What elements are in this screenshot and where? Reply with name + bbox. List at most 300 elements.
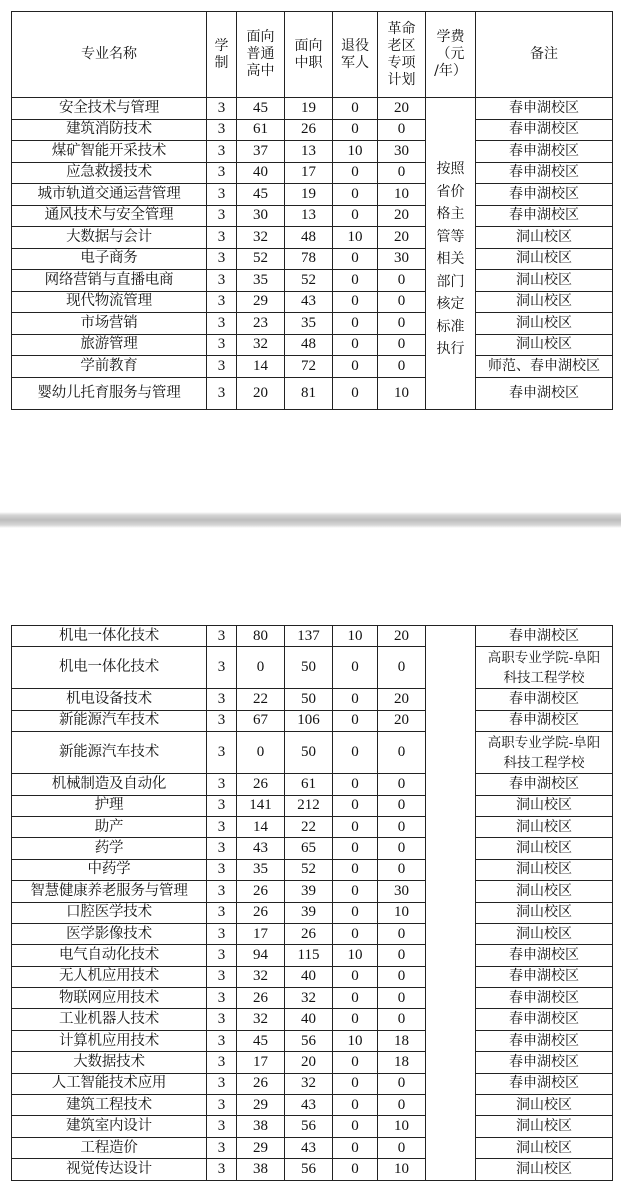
- campus-note: 洞山校区: [476, 291, 613, 313]
- vocational-cell: 32: [285, 988, 333, 1009]
- revolution-cell: 0: [378, 1073, 426, 1094]
- years-cell: 3: [207, 923, 237, 944]
- major-name: 护理: [12, 795, 207, 816]
- years-cell: 3: [207, 710, 237, 731]
- campus-note: 洞山校区: [476, 795, 613, 816]
- revolution-cell: 0: [378, 1095, 426, 1116]
- vocational-cell: 212: [285, 795, 333, 816]
- veterans-cell: 10: [333, 945, 378, 966]
- revolution-cell: 0: [378, 859, 426, 880]
- veterans-cell: 0: [333, 1073, 378, 1094]
- major-name: 学前教育: [12, 356, 207, 378]
- major-name: 婴幼儿托育服务与管理: [12, 378, 207, 410]
- veterans-cell: 0: [333, 119, 378, 141]
- major-name: 煤矿智能开采技术: [12, 141, 207, 163]
- campus-note: 春申湖校区: [476, 98, 613, 120]
- revolution-cell: 0: [378, 966, 426, 987]
- major-name: 工业机器人技术: [12, 1009, 207, 1030]
- years-cell: 3: [207, 795, 237, 816]
- campus-note: 春申湖校区: [476, 119, 613, 141]
- veterans-cell: 0: [333, 98, 378, 120]
- veterans-cell: 0: [333, 774, 378, 795]
- campus-note: 洞山校区: [476, 227, 613, 249]
- revolution-cell: 0: [378, 774, 426, 795]
- high-school-cell: 23: [237, 313, 285, 335]
- table-row: [12, 1009, 613, 1030]
- table-row: [12, 1159, 613, 1180]
- high-school-cell: 67: [237, 710, 285, 731]
- vocational-cell: 26: [285, 119, 333, 141]
- revolution-cell: 20: [378, 227, 426, 249]
- major-name: 机电一体化技术: [12, 626, 207, 647]
- campus-note: 洞山校区: [476, 1095, 613, 1116]
- fee-blank-cell: [426, 988, 476, 1009]
- major-name: 机电设备技术: [12, 689, 207, 710]
- years-cell: 3: [207, 1009, 237, 1030]
- fee-blank-cell: [426, 1159, 476, 1180]
- fee-blank-cell: [426, 881, 476, 902]
- table-row: [12, 1073, 613, 1094]
- high-school-cell: 32: [237, 1009, 285, 1030]
- vocational-cell: 65: [285, 838, 333, 859]
- revolution-cell: 0: [378, 1009, 426, 1030]
- revolution-cell: 0: [378, 1137, 426, 1158]
- table-row: [12, 966, 613, 987]
- high-school-cell: 26: [237, 774, 285, 795]
- revolution-cell: 0: [378, 162, 426, 184]
- major-name: 网络营销与直播电商: [12, 270, 207, 292]
- table-row: [12, 184, 613, 206]
- vocational-cell: 137: [285, 626, 333, 647]
- major-name: 现代物流管理: [12, 291, 207, 313]
- revolution-cell: 10: [378, 1116, 426, 1137]
- fee-note-line: 管等: [436, 228, 465, 245]
- vocational-cell: 48: [285, 334, 333, 356]
- veterans-cell: 0: [333, 795, 378, 816]
- campus-note: 高职专业学院-阜阳科技工程学校: [476, 647, 613, 689]
- vocational-cell: 17: [285, 162, 333, 184]
- high-school-cell: 141: [237, 795, 285, 816]
- campus-note: 春申湖校区: [476, 710, 613, 731]
- revolution-cell: 0: [378, 945, 426, 966]
- fee-blank-cell: [426, 1137, 476, 1158]
- major-name: 新能源汽车技术: [12, 710, 207, 731]
- high-school-cell: 40: [237, 162, 285, 184]
- page-top: [0, 0, 621, 512]
- major-name: 视觉传达设计: [12, 1159, 207, 1180]
- years-cell: 3: [207, 119, 237, 141]
- revolution-cell: 0: [378, 270, 426, 292]
- vocational-cell: 56: [285, 1159, 333, 1180]
- vocational-cell: 22: [285, 816, 333, 837]
- table-row: [12, 119, 613, 141]
- major-name: 助产: [12, 816, 207, 837]
- years-cell: 3: [207, 902, 237, 923]
- table-row: [12, 378, 613, 410]
- vocational-cell: 19: [285, 98, 333, 120]
- campus-note: 洞山校区: [476, 1137, 613, 1158]
- campus-note: 春申湖校区: [476, 966, 613, 987]
- campus-note: 高职专业学院-阜阳科技工程学校: [476, 732, 613, 774]
- fee-note-line: 格主: [436, 206, 465, 222]
- veterans-cell: 0: [333, 270, 378, 292]
- campus-note: 洞山校区: [476, 334, 613, 356]
- table-row: [12, 270, 613, 292]
- fee-note-line: 省价: [436, 183, 465, 200]
- campus-note: 春申湖校区: [476, 205, 613, 227]
- veterans-cell: 10: [333, 626, 378, 647]
- veterans-cell: 0: [333, 248, 378, 270]
- major-name: 通风技术与安全管理: [12, 205, 207, 227]
- veterans-cell: 0: [333, 313, 378, 335]
- campus-note: 春申湖校区: [476, 1009, 613, 1030]
- table-row: [12, 205, 613, 227]
- veterans-cell: 0: [333, 205, 378, 227]
- table-row: [12, 1030, 613, 1051]
- header-revolution: 革命 老区 专项 计划: [378, 12, 426, 98]
- years-cell: 3: [207, 98, 237, 120]
- campus-note: 春申湖校区: [476, 626, 613, 647]
- fee-note: [436, 158, 466, 361]
- campus-note: 春申湖校区: [476, 1052, 613, 1073]
- major-name: 无人机应用技术: [12, 966, 207, 987]
- revolution-cell: 30: [378, 141, 426, 163]
- fee-note-cell: [426, 98, 476, 410]
- veterans-cell: 0: [333, 902, 378, 923]
- revolution-cell: 10: [378, 378, 426, 410]
- table-row: [12, 710, 613, 731]
- vocational-cell: 39: [285, 881, 333, 902]
- veterans-cell: 0: [333, 838, 378, 859]
- major-name: 安全技术与管理: [12, 98, 207, 120]
- revolution-cell: 0: [378, 647, 426, 689]
- revolution-cell: 0: [378, 988, 426, 1009]
- header-vocational: 面向 中职: [285, 12, 333, 98]
- veterans-cell: 0: [333, 988, 378, 1009]
- veterans-cell: 10: [333, 141, 378, 163]
- high-school-cell: 35: [237, 859, 285, 880]
- high-school-cell: 94: [237, 945, 285, 966]
- revolution-cell: 10: [378, 184, 426, 206]
- table-row: [12, 881, 613, 902]
- campus-note: 洞山校区: [476, 248, 613, 270]
- header-high-school: 面向 普通 高中: [237, 12, 285, 98]
- high-school-cell: 29: [237, 291, 285, 313]
- table-row: [12, 248, 613, 270]
- veterans-cell: 0: [333, 184, 378, 206]
- fee-blank-cell: [426, 838, 476, 859]
- major-name: 市场营销: [12, 313, 207, 335]
- table-row: [12, 816, 613, 837]
- campus-note: 洞山校区: [476, 838, 613, 859]
- fee-blank-cell: [426, 1052, 476, 1073]
- fee-blank-cell: [426, 1009, 476, 1030]
- fee-blank-cell: [426, 774, 476, 795]
- years-cell: 3: [207, 248, 237, 270]
- major-name: 机械制造及自动化: [12, 774, 207, 795]
- veterans-cell: 0: [333, 1052, 378, 1073]
- table-row: [12, 945, 613, 966]
- years-cell: 3: [207, 838, 237, 859]
- table-row: [12, 98, 613, 120]
- high-school-cell: 45: [237, 184, 285, 206]
- table-row: [12, 902, 613, 923]
- table-row: [12, 313, 613, 335]
- fee-note-line: 部门: [436, 273, 465, 290]
- table-row: [12, 626, 613, 647]
- fee-blank-cell: [426, 1073, 476, 1094]
- veterans-cell: 0: [333, 162, 378, 184]
- fee-blank-cell: [426, 1095, 476, 1116]
- enrollment-table-bottom: [11, 625, 613, 1181]
- years-cell: 3: [207, 1073, 237, 1094]
- campus-note: 洞山校区: [476, 1116, 613, 1137]
- high-school-cell: 32: [237, 334, 285, 356]
- campus-note: 洞山校区: [476, 816, 613, 837]
- table-row: [12, 689, 613, 710]
- fee-blank-cell: [426, 816, 476, 837]
- campus-note: 洞山校区: [476, 270, 613, 292]
- years-cell: 3: [207, 988, 237, 1009]
- veterans-cell: 0: [333, 1137, 378, 1158]
- high-school-cell: 37: [237, 141, 285, 163]
- major-name: 电子商务: [12, 248, 207, 270]
- high-school-cell: 32: [237, 966, 285, 987]
- campus-note: 春申湖校区: [476, 945, 613, 966]
- veterans-cell: 0: [333, 378, 378, 410]
- years-cell: 3: [207, 1052, 237, 1073]
- major-name: 大数据与会计: [12, 227, 207, 249]
- fee-blank-cell: [426, 710, 476, 731]
- revolution-cell: 0: [378, 732, 426, 774]
- major-name: 电气自动化技术: [12, 945, 207, 966]
- years-cell: 3: [207, 966, 237, 987]
- campus-note: 春申湖校区: [476, 689, 613, 710]
- campus-note: 洞山校区: [476, 902, 613, 923]
- vocational-cell: 50: [285, 647, 333, 689]
- years-cell: 3: [207, 816, 237, 837]
- vocational-cell: 52: [285, 270, 333, 292]
- enrollment-table-top: [11, 11, 613, 410]
- veterans-cell: 0: [333, 647, 378, 689]
- vocational-cell: 40: [285, 966, 333, 987]
- table-row: [12, 291, 613, 313]
- vocational-cell: 48: [285, 227, 333, 249]
- table-row: [12, 141, 613, 163]
- fee-blank-cell: [426, 902, 476, 923]
- veterans-cell: 0: [333, 1116, 378, 1137]
- years-cell: 3: [207, 356, 237, 378]
- veterans-cell: 0: [333, 1095, 378, 1116]
- table-row: [12, 162, 613, 184]
- page-divider: [0, 512, 621, 528]
- vocational-cell: 32: [285, 1073, 333, 1094]
- years-cell: 3: [207, 378, 237, 410]
- vocational-cell: 35: [285, 313, 333, 335]
- vocational-cell: 106: [285, 710, 333, 731]
- high-school-cell: 45: [237, 1030, 285, 1051]
- high-school-cell: 32: [237, 227, 285, 249]
- high-school-cell: 26: [237, 902, 285, 923]
- high-school-cell: 14: [237, 356, 285, 378]
- years-cell: 3: [207, 205, 237, 227]
- vocational-cell: 20: [285, 1052, 333, 1073]
- veterans-cell: 0: [333, 356, 378, 378]
- campus-note: 洞山校区: [476, 313, 613, 335]
- header-years: 学 制: [207, 12, 237, 98]
- years-cell: 3: [207, 647, 237, 689]
- fee-blank-cell: [426, 945, 476, 966]
- table-row: [12, 795, 613, 816]
- high-school-cell: 38: [237, 1116, 285, 1137]
- vocational-cell: 43: [285, 1095, 333, 1116]
- revolution-cell: 0: [378, 356, 426, 378]
- vocational-cell: 56: [285, 1030, 333, 1051]
- years-cell: 3: [207, 227, 237, 249]
- fee-note-line: 执行: [436, 341, 465, 357]
- table-row: [12, 923, 613, 944]
- table-row: [12, 1095, 613, 1116]
- vocational-cell: 81: [285, 378, 333, 410]
- major-name: 大数据技术: [12, 1052, 207, 1073]
- major-name: 口腔医学技术: [12, 902, 207, 923]
- major-name: 机电一体化技术: [12, 647, 207, 689]
- fee-note-line: 核定: [436, 296, 465, 312]
- years-cell: 3: [207, 1030, 237, 1051]
- vocational-cell: 52: [285, 859, 333, 880]
- years-cell: 3: [207, 732, 237, 774]
- header-row: [12, 12, 613, 98]
- major-name: 建筑消防技术: [12, 119, 207, 141]
- veterans-cell: 0: [333, 881, 378, 902]
- revolution-cell: 0: [378, 838, 426, 859]
- years-cell: 3: [207, 291, 237, 313]
- years-cell: 3: [207, 859, 237, 880]
- years-cell: 3: [207, 1116, 237, 1137]
- revolution-cell: 0: [378, 816, 426, 837]
- campus-note: 春申湖校区: [476, 141, 613, 163]
- fee-blank-cell: [426, 859, 476, 880]
- campus-note: 春申湖校区: [476, 1030, 613, 1051]
- veterans-cell: 0: [333, 859, 378, 880]
- vocational-cell: 115: [285, 945, 333, 966]
- veterans-cell: 10: [333, 227, 378, 249]
- revolution-cell: 0: [378, 313, 426, 335]
- years-cell: 3: [207, 162, 237, 184]
- fee-blank-cell: [426, 966, 476, 987]
- header-note: 备注: [476, 12, 613, 98]
- years-cell: 3: [207, 689, 237, 710]
- high-school-cell: 20: [237, 378, 285, 410]
- high-school-cell: 61: [237, 119, 285, 141]
- campus-note: 春申湖校区: [476, 184, 613, 206]
- fee-blank-cell: [426, 1116, 476, 1137]
- revolution-cell: 20: [378, 98, 426, 120]
- revolution-cell: 18: [378, 1052, 426, 1073]
- revolution-cell: 10: [378, 902, 426, 923]
- veterans-cell: 0: [333, 732, 378, 774]
- years-cell: 3: [207, 774, 237, 795]
- high-school-cell: 0: [237, 732, 285, 774]
- vocational-cell: 26: [285, 923, 333, 944]
- high-school-cell: 29: [237, 1095, 285, 1116]
- revolution-cell: 0: [378, 119, 426, 141]
- revolution-cell: 30: [378, 248, 426, 270]
- major-name: 中药学: [12, 859, 207, 880]
- veterans-cell: 0: [333, 710, 378, 731]
- header-name: 专业名称: [12, 12, 207, 98]
- vocational-cell: 43: [285, 1137, 333, 1158]
- revolution-cell: 30: [378, 881, 426, 902]
- revolution-cell: 0: [378, 291, 426, 313]
- high-school-cell: 0: [237, 647, 285, 689]
- years-cell: 3: [207, 334, 237, 356]
- years-cell: 3: [207, 626, 237, 647]
- campus-note: 春申湖校区: [476, 378, 613, 410]
- vocational-cell: 56: [285, 1116, 333, 1137]
- major-name: 建筑室内设计: [12, 1116, 207, 1137]
- veterans-cell: 0: [333, 1159, 378, 1180]
- table-row: [12, 838, 613, 859]
- years-cell: 3: [207, 270, 237, 292]
- years-cell: 3: [207, 313, 237, 335]
- high-school-cell: 26: [237, 988, 285, 1009]
- campus-note: 春申湖校区: [476, 1073, 613, 1094]
- veterans-cell: 0: [333, 689, 378, 710]
- campus-note: 师范、春申湖校区: [476, 356, 613, 378]
- header-fee: 学费 （元 /年）: [426, 12, 476, 98]
- high-school-cell: 30: [237, 205, 285, 227]
- years-cell: 3: [207, 1137, 237, 1158]
- campus-note: 春申湖校区: [476, 162, 613, 184]
- high-school-cell: 35: [237, 270, 285, 292]
- high-school-cell: 14: [237, 816, 285, 837]
- veterans-cell: 0: [333, 923, 378, 944]
- high-school-cell: 38: [237, 1159, 285, 1180]
- vocational-cell: 78: [285, 248, 333, 270]
- revolution-cell: 0: [378, 334, 426, 356]
- high-school-cell: 17: [237, 1052, 285, 1073]
- years-cell: 3: [207, 141, 237, 163]
- high-school-cell: 17: [237, 923, 285, 944]
- table-row: [12, 647, 613, 689]
- vocational-cell: 40: [285, 1009, 333, 1030]
- revolution-cell: 20: [378, 710, 426, 731]
- table-row: [12, 859, 613, 880]
- vocational-cell: 61: [285, 774, 333, 795]
- table-row: [12, 1137, 613, 1158]
- major-name: 医学影像技术: [12, 923, 207, 944]
- revolution-cell: 0: [378, 923, 426, 944]
- fee-note-line: 相关: [436, 251, 465, 267]
- high-school-cell: 52: [237, 248, 285, 270]
- veterans-cell: 0: [333, 966, 378, 987]
- high-school-cell: 26: [237, 1073, 285, 1094]
- veterans-cell: 10: [333, 1030, 378, 1051]
- campus-note: 洞山校区: [476, 923, 613, 944]
- high-school-cell: 29: [237, 1137, 285, 1158]
- years-cell: 3: [207, 881, 237, 902]
- major-name: 计算机应用技术: [12, 1030, 207, 1051]
- years-cell: 3: [207, 945, 237, 966]
- high-school-cell: 22: [237, 689, 285, 710]
- fee-blank-cell: [426, 626, 476, 647]
- campus-note: 洞山校区: [476, 881, 613, 902]
- vocational-cell: 50: [285, 689, 333, 710]
- vocational-cell: 13: [285, 205, 333, 227]
- veterans-cell: 0: [333, 334, 378, 356]
- revolution-cell: 20: [378, 626, 426, 647]
